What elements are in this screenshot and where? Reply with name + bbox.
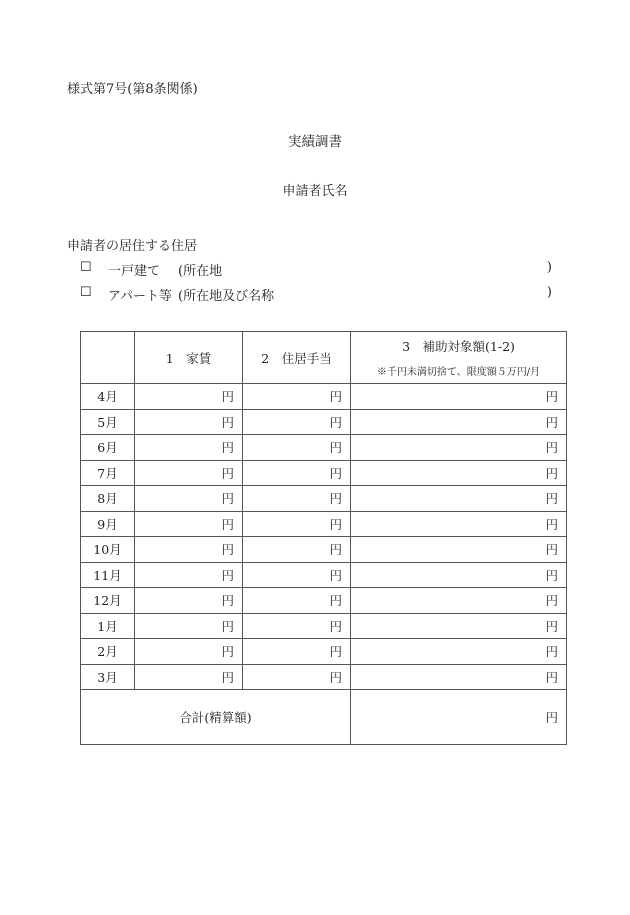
subsidy-cell[interactable]: 円 xyxy=(351,460,567,486)
allowance-cell[interactable]: 円 xyxy=(243,384,351,410)
table-row xyxy=(81,639,567,665)
rent-cell[interactable]: 円 xyxy=(135,460,243,486)
month-label: 5月 xyxy=(81,409,135,435)
month-label: 9月 xyxy=(81,511,135,537)
header-rent: 1 家賃 xyxy=(135,332,243,384)
rent-cell[interactable]: 円 xyxy=(135,639,243,665)
subsidy-cell[interactable]: 円 xyxy=(351,384,567,410)
month-label: 4月 xyxy=(81,384,135,410)
month-label: 3月 xyxy=(81,664,135,690)
allowance-cell[interactable]: 円 xyxy=(243,435,351,461)
month-label: 11月 xyxy=(81,562,135,588)
residence-option-house xyxy=(80,260,552,278)
allowance-cell[interactable]: 円 xyxy=(243,486,351,512)
table-row xyxy=(81,562,567,588)
month-label: 8月 xyxy=(81,486,135,512)
month-label: 10月 xyxy=(81,537,135,563)
table-row xyxy=(81,613,567,639)
header-subsidy-amount xyxy=(351,332,567,384)
applicant-name-label: 申請者氏名 xyxy=(282,184,348,199)
residence-option-apartment xyxy=(80,285,552,303)
subsidy-cell[interactable]: 円 xyxy=(351,435,567,461)
subsidy-cell[interactable]: 円 xyxy=(351,409,567,435)
allowance-cell[interactable]: 円 xyxy=(243,562,351,588)
apartment-label: アパート等 xyxy=(108,289,172,304)
total-row xyxy=(81,690,567,745)
house-address-label: (所在地 xyxy=(178,264,223,279)
total-amount-cell[interactable]: 円 xyxy=(351,690,567,745)
apartment-address-label: (所在地及び名称 xyxy=(178,289,275,304)
table-row xyxy=(81,537,567,563)
allowance-cell[interactable]: 円 xyxy=(243,588,351,614)
table-row xyxy=(81,435,567,461)
rent-cell[interactable]: 円 xyxy=(135,537,243,563)
rent-cell[interactable]: 円 xyxy=(135,562,243,588)
header-subsidy-note: ※千円未満切捨て、限度額５万円/月 xyxy=(376,367,541,378)
rent-cell[interactable]: 円 xyxy=(135,384,243,410)
checkbox-apartment[interactable]: ☐ xyxy=(80,285,92,300)
table-row xyxy=(81,384,567,410)
table-row xyxy=(81,486,567,512)
results-table xyxy=(80,331,567,745)
table-row xyxy=(81,460,567,486)
house-close-paren: ) xyxy=(546,260,552,275)
subsidy-cell[interactable]: 円 xyxy=(351,613,567,639)
subsidy-cell[interactable]: 円 xyxy=(351,588,567,614)
subsidy-cell[interactable]: 円 xyxy=(351,486,567,512)
rent-cell[interactable]: 円 xyxy=(135,664,243,690)
rent-cell[interactable]: 円 xyxy=(135,511,243,537)
allowance-cell[interactable]: 円 xyxy=(243,613,351,639)
table-row xyxy=(81,511,567,537)
month-label: 6月 xyxy=(81,435,135,461)
rent-cell[interactable]: 円 xyxy=(135,486,243,512)
month-label: 2月 xyxy=(81,639,135,665)
allowance-cell[interactable]: 円 xyxy=(243,511,351,537)
header-blank xyxy=(81,332,135,384)
month-label: 1月 xyxy=(81,613,135,639)
document-title: 実績調書 xyxy=(288,134,342,150)
checkbox-house[interactable]: ☐ xyxy=(80,260,92,275)
allowance-cell[interactable]: 円 xyxy=(243,460,351,486)
header-subsidy-title: 3 補助対象額(1-2) xyxy=(402,339,515,354)
allowance-cell[interactable]: 円 xyxy=(243,409,351,435)
subsidy-cell[interactable]: 円 xyxy=(351,562,567,588)
subsidy-cell[interactable]: 円 xyxy=(351,664,567,690)
rent-cell[interactable]: 円 xyxy=(135,588,243,614)
table-row xyxy=(81,409,567,435)
allowance-cell[interactable]: 円 xyxy=(243,639,351,665)
total-label: 合計(精算額) xyxy=(81,690,351,745)
subsidy-cell[interactable]: 円 xyxy=(351,639,567,665)
allowance-cell[interactable]: 円 xyxy=(243,664,351,690)
table-row xyxy=(81,664,567,690)
rent-cell[interactable]: 円 xyxy=(135,409,243,435)
residence-heading: 申請者の居住する住居 xyxy=(67,239,198,254)
header-housing-allowance: 2 住居手当 xyxy=(243,332,351,384)
rent-cell[interactable]: 円 xyxy=(135,613,243,639)
subsidy-cell[interactable]: 円 xyxy=(351,511,567,537)
house-label: 一戸建て xyxy=(108,264,161,279)
subsidy-cell[interactable]: 円 xyxy=(351,537,567,563)
rent-cell[interactable]: 円 xyxy=(135,435,243,461)
month-label: 12月 xyxy=(81,588,135,614)
form-number: 様式第7号(第8条関係) xyxy=(67,82,198,97)
table-header-row xyxy=(81,332,567,384)
month-label: 7月 xyxy=(81,460,135,486)
allowance-cell[interactable]: 円 xyxy=(243,537,351,563)
table-row xyxy=(81,588,567,614)
apartment-close-paren: ) xyxy=(546,285,552,300)
